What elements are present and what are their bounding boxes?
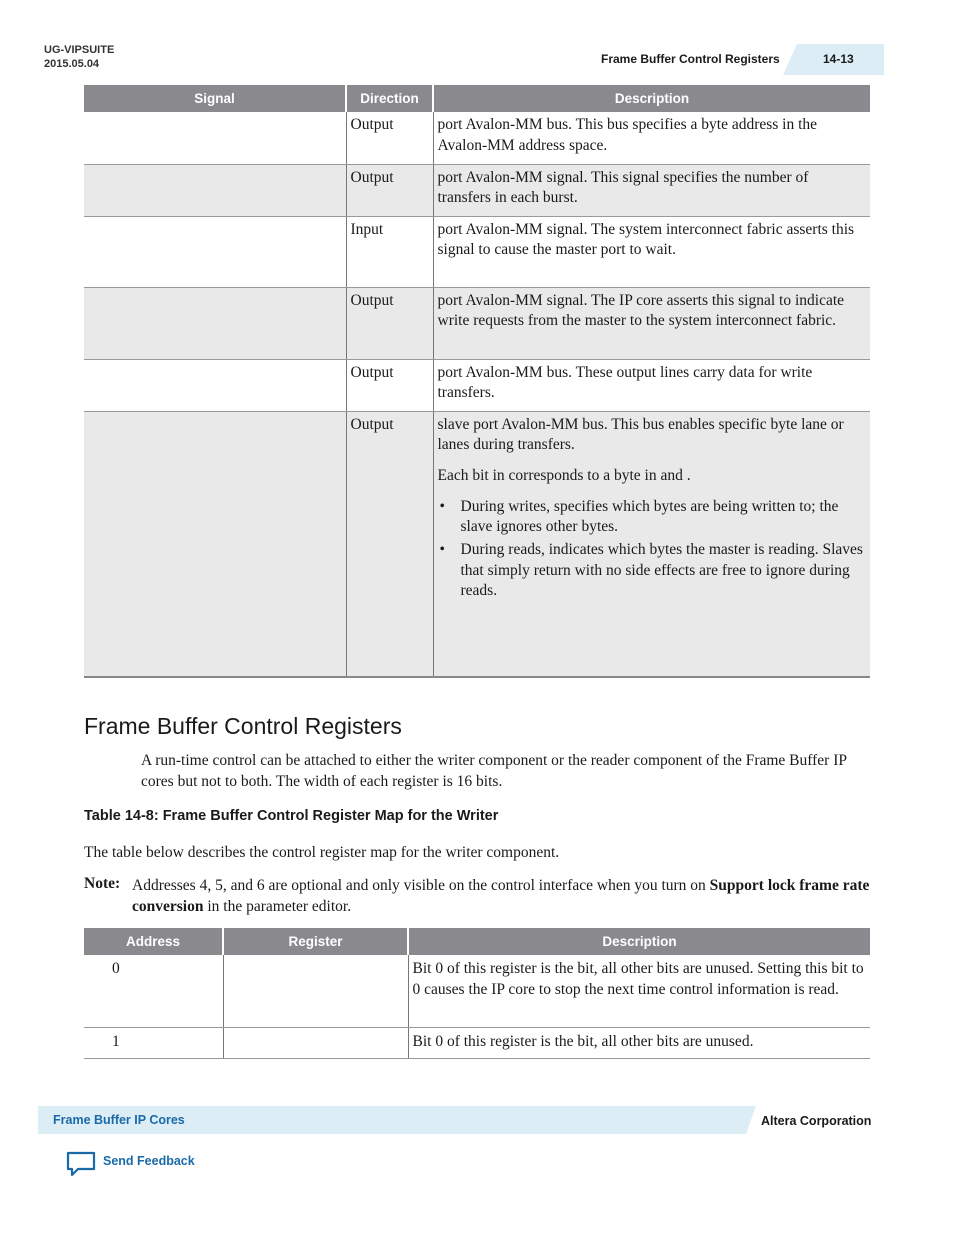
table-row: [84, 1027, 870, 1059]
direction-cell: Output: [346, 287, 433, 359]
column-header-direction: Direction: [346, 85, 433, 112]
doc-date: 2015.05.04: [44, 58, 100, 70]
register-cell: [223, 1027, 408, 1059]
table-row: [84, 287, 870, 359]
description-text: slave port Avalon-MM bus. This bus enables specific byte lane or lanes during transfers.: [437, 415, 844, 454]
list-item: • During reads, indicates which bytes the master is reading. Slaves that simply return with no side effects are free to ignore during reads.: [438, 540, 866, 602]
description-cell: [433, 287, 870, 359]
table-row: [84, 112, 870, 164]
send-feedback-link[interactable]: Send Feedback: [103, 1154, 195, 1168]
description-cell: Bit 0 of this register is the bit, all other bits are unused.: [408, 1027, 870, 1059]
intro-paragraph: A run-time control can be attached to either the writer component or the reader component of the Frame Buffer IP cores but not to both. The width of each register is 16 bits.: [141, 752, 847, 790]
description-cell: [433, 112, 870, 164]
description-text: port Avalon-MM bus. This bus specifies a byte address in the Avalon-MM address space.: [437, 116, 818, 154]
signal-cell: [84, 287, 346, 359]
direction-cell: Output: [346, 112, 433, 164]
signal-cell: [84, 164, 346, 216]
description-text: port Avalon-MM bus. These output lines carry data for write transfers.: [437, 363, 813, 402]
address-cell: 1: [84, 1027, 223, 1059]
description-text: Each bit in corresponds to a byte in and .: [437, 466, 691, 484]
address-cell: 0: [84, 955, 223, 1027]
signal-cell: [84, 411, 346, 677]
note-label: Note:: [84, 875, 121, 892]
description-text: port Avalon-MM signal. This signal specifies the number of transfers in each burst.: [437, 168, 809, 207]
note-text: [132, 875, 872, 917]
running-header-title: Frame Buffer Control Registers: [601, 52, 780, 66]
section-title: Frame Buffer Control Registers: [84, 713, 402, 739]
column-header-signal: Signal: [84, 85, 346, 112]
description-text: port Avalon-MM signal. The IP core asserts this signal to indicate write requests from the master to the system interconnect fabric.: [437, 291, 845, 330]
note-text-bold: Support lock frame rate conversion: [132, 877, 870, 915]
register-cell: [223, 955, 408, 1027]
signal-cell: [84, 112, 346, 164]
signal-cell: [84, 216, 346, 287]
direction-cell: Output: [346, 411, 433, 677]
column-header-register: Register: [223, 928, 408, 955]
feedback-icon[interactable]: [65, 1150, 97, 1178]
table-row: [84, 955, 870, 1027]
description-cell: [433, 359, 870, 411]
description-cell: [433, 216, 870, 287]
description-text: port Avalon-MM signal. The system interconnect fabric asserts this signal to cause the master port to wait.: [437, 220, 855, 259]
footer-company: Altera Corporation: [761, 1114, 872, 1128]
page-number: 14-13: [797, 44, 884, 75]
column-header-description: Description: [408, 928, 870, 955]
description-cell: Bit 0 of this register is the bit, all other bits are unused. Setting this bit to 0 causes the IP core to stop the next time control information is read.: [408, 955, 870, 1027]
table-caption: Table 14-8: Frame Buffer Control Register Map for the Writer: [84, 808, 499, 824]
signal-table: [84, 85, 870, 678]
description-cell: [433, 164, 870, 216]
list-item: • During writes, specifies which bytes are being written to; the slave ignores other bytes.: [438, 497, 866, 538]
table-row: [84, 411, 870, 677]
table-description: The table below describes the control register map for the writer component.: [84, 844, 560, 861]
register-map-table: [84, 928, 870, 1059]
footer-chapter-link[interactable]: Frame Buffer IP Cores: [53, 1113, 185, 1127]
note-text-pre: Addresses 4, 5, and 6 are optional and only visible on the control interface when you turn on: [132, 877, 710, 894]
direction-cell: Output: [346, 164, 433, 216]
doc-header-left: [44, 43, 114, 71]
note-text-post: in the parameter editor.: [203, 898, 352, 915]
doc-id: UG-VIPSUITE: [44, 44, 115, 56]
bullet-list: [438, 497, 866, 603]
column-header-address: Address: [84, 928, 223, 955]
description-cell: [433, 411, 870, 677]
column-header-description: Description: [433, 85, 870, 112]
table-row: [84, 359, 870, 411]
direction-cell: Output: [346, 359, 433, 411]
table-row: [84, 216, 870, 287]
direction-cell: Input: [346, 216, 433, 287]
table-row: [84, 164, 870, 216]
signal-cell: [84, 359, 346, 411]
